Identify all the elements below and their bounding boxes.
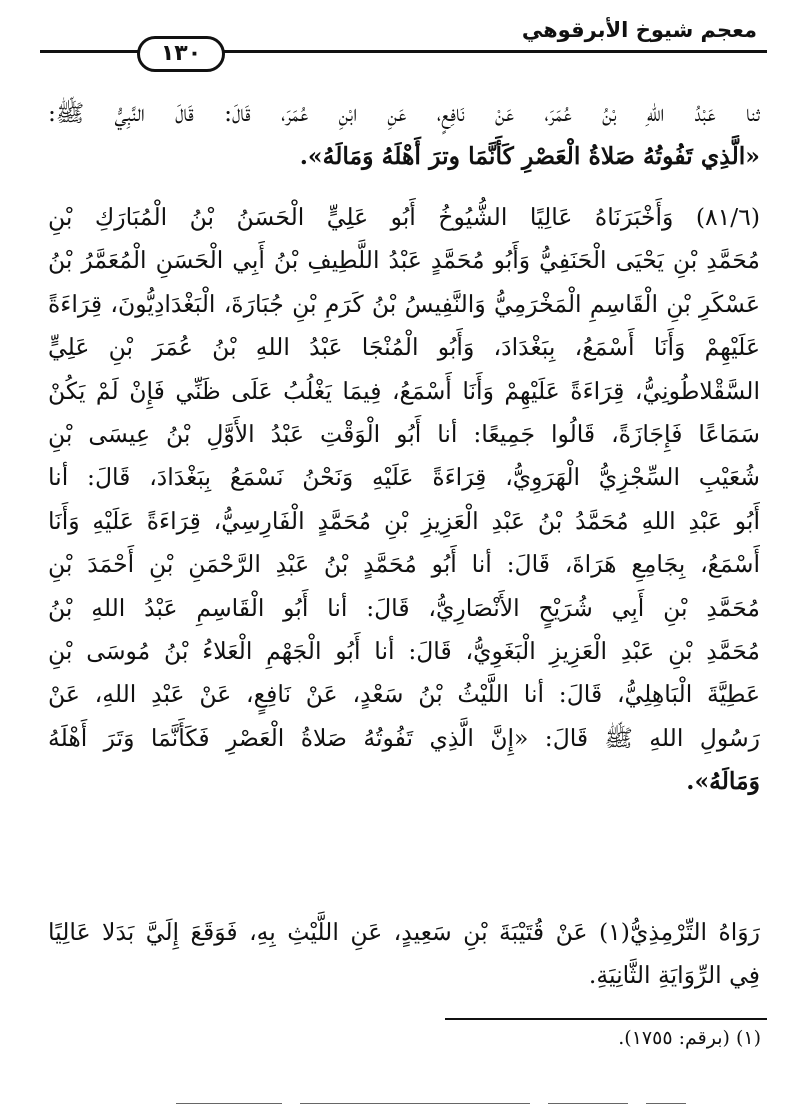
text-line: (٨١/٦) وَأَخْبَرَنَاهُ عَالِيًا الشُّيُوخُ أَبُو عَلِيٍّ الْحَسَنُ بْنُ الْمُبَارَكِ بْنِ: [48, 203, 760, 231]
text-line: مُحَمَّدِ بْنِ أَبِي شُرَيْحٍ الأَنْصَارِيُّ، قَالَ: أنا أَبُو الْقَاسِمِ عَبْدُ اللهِ بْنُ: [48, 593, 760, 622]
text-line: رَسُولِ اللهِ ﷺ قَالَ: «إِنَّ الَّذِي تَفُوتُهُ صَلاةُ الْعَصْرِ فَكَأَنَّمَا وَتَرَ أَهْلَهُ: [48, 723, 760, 752]
text-line: عَلَيْهِمْ وَأَنَا أَسْمَعُ، بِبَغْدَادَ، وَأَبُو الْمُنْجَا عَبْدُ اللهِ بْنُ عُمَرَ بْنِ عَلِيٍّ: [48, 333, 760, 362]
paragraph-2: [48, 196, 760, 804]
text-line: أَسْمَعُ، بِجَامِعِ هَرَاةَ، قَالَ: أنا أَبُو مُحَمَّدٍ بْنُ عَبْدِ الرَّحْمَنِ بْنِ أَحْمَدَ بْنِ: [48, 550, 760, 579]
paragraph-3: [48, 911, 760, 998]
text-line: رَوَاهُ التِّرْمِذِيُّ(١) عَنْ قُتَيْبَةَ بْنِ سَعِيدٍ، عَنِ اللَّيْثِ بِهِ، فَوَقَعَ إِلَيَّ بَدَلا عَالِيًا: [48, 918, 760, 946]
text-line: فِي الرِّوَايَةِ الثَّانِيَةِ.: [588, 961, 760, 990]
paragraph-1: [48, 92, 760, 179]
page-number: ١٣٠: [137, 36, 225, 72]
bottom-rule: [646, 1103, 686, 1104]
running-header: [40, 8, 767, 66]
bottom-rule: [300, 1103, 530, 1104]
hadith-quote-line: «الَّذِي تَفُوتُهُ صَلاةُ الْعَصْرِ كَأَنَّمَا وترَ أَهْلَهُ وَمَالَهُ».: [299, 142, 760, 171]
footnote: (١) (برقم: ١٧٥٥).: [618, 1027, 761, 1049]
bottom-rule: [548, 1103, 628, 1104]
text-line: السَّقْلاطُونِيُّ، قِرَاءَةً عَلَيْهِمْ وَأَنَا أَسْمَعُ، فِيمَا يَغْلُبُ عَلَى ظَنِّي فَإِنْ لَمْ يَكُنْ: [48, 376, 760, 405]
text-line: عَسْكَرِ بْنِ الْقَاسِمِ الْمَخْرَمِيُّ وَالنَّفِيسُ بْنُ كَرَمِ بْنِ جُبَارَةَ، الْبَغْدَادِيُّونَ، قِرَاءَةً: [48, 289, 760, 318]
text-line: وَمَالَهُ».: [686, 767, 760, 796]
text-line: سَمَاعًا فَإِجَازَةً، قَالُوا جَمِيعًا: أنا أَبُو الْوَقْتِ عَبْدُ الأَوَّلِ بْنُ عِيسَى بْنِ: [48, 420, 760, 449]
text-line: عَطِيَّةَ الْبَاهِلِيُّ، قَالَ: أنا اللَّيْثُ بْنُ سَعْدٍ، عَنْ نَافِعٍ، عَنْ عَبْدِ اللهِ، عَنْ: [48, 680, 760, 709]
text-line: أَبُو عَبْدِ اللهِ مُحَمَّدُ بْنُ عَبْدِ الْعَزِيزِ بْنِ مُحَمَّدٍ الْفَارِسِيُّ، قِرَاءَةً عَلَيْهِ وَأَنَا: [48, 506, 760, 535]
text-line: مُحَمَّدِ بْنِ يَحْيَى الْحَنَفِيُّ وَأَبُو مُحَمَّدٍ عَبْدُ اللَّطِيفِ بْنُ أَبِي الْحَسَنِ الْمُعَمَّرُ بْنُ: [48, 246, 760, 275]
text-line: شُعَيْبِ السِّجْزِيُّ الْهَرَوِيُّ، قِرَاءَةً عَلَيْهِ وَنَحْنُ نَسْمَعُ بِبَغْدَادَ، قَالَ: أنا: [48, 463, 760, 492]
text-line: مُحَمَّدِ بْنِ عَبْدِ الْعَزِيزِ الْبَغَوِيُّ، قَالَ: أنا أَبُو الْجَهْمِ الْعَلاءُ بْنُ مُوسَى بْنِ: [48, 637, 760, 666]
text-line: ثنا عَبْدُ اللهِ بْنُ عُمَرَ، عَنْ نَافِعٍ، عَنِ ابْنِ عُمَرَ، قَالَ: قَالَ النَّبِيُّ ﷺ:: [48, 99, 760, 127]
footnote-separator: [445, 1018, 767, 1020]
header-title: معجم شيوخ الأبرقوهي: [521, 18, 757, 42]
bottom-rule: [176, 1103, 282, 1104]
